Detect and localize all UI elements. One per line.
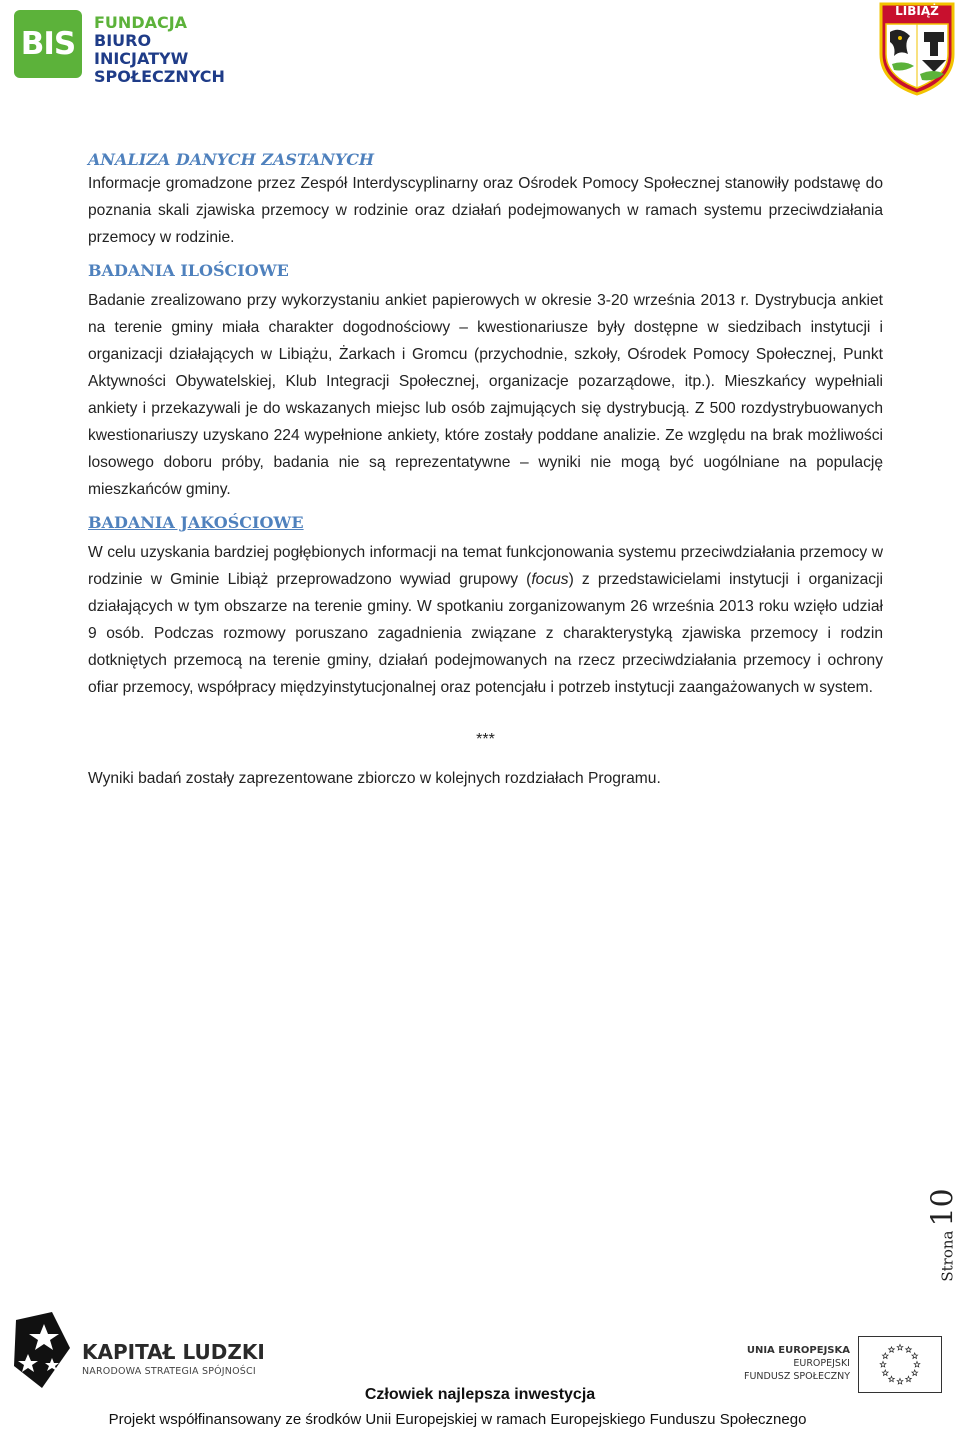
eu-star <box>914 1362 920 1367</box>
focus-term: focus <box>531 571 569 588</box>
kapital-ludzki-emblem-icon <box>12 1310 74 1390</box>
eu-star <box>880 1362 886 1367</box>
eu-label-line2: EUROPEJSKI <box>793 1358 850 1369</box>
libiaz-coat-of-arms-icon <box>878 2 956 96</box>
paragraph-desk-research: Informacje gromadzone przez Zespół Interdyscyplinarny oraz Ośrodek Pomocy Społecznej stanowiły podstawę do poznania skali zjawiska przemocy w rodzinie oraz działań podejmowanych w ramach systemu przeciwdziałania przemocy w rodzinie. <box>88 175 883 246</box>
kapital-ludzki-title: KAPITAŁ LUDZKI <box>82 1340 265 1364</box>
section-heading-quantitative: BADANIA ILOŚCIOWE <box>88 261 289 280</box>
closing-sentence: Wyniki badań zostały zaprezentowane zbiorczo w kolejnych rozdziałach Programu. <box>88 770 661 787</box>
bis-logo-mark: BIS <box>14 10 82 78</box>
eu-star <box>889 1376 895 1381</box>
page-number-label: Strona <box>938 1230 957 1282</box>
footer-cofinancing-note: Projekt współfinansowany ze środków Unii Europejskiej w ramach Europejskiego Funduszu Społecznego <box>108 1411 807 1428</box>
eu-star <box>906 1376 912 1381</box>
kapital-ludzki-logo <box>12 1310 272 1390</box>
bis-logo-line1: FUNDACJA <box>94 13 188 32</box>
eu-star <box>889 1347 895 1352</box>
document-body <box>88 150 883 792</box>
eu-star <box>897 1379 903 1384</box>
eu-star <box>912 1370 918 1375</box>
eu-star <box>882 1370 888 1375</box>
eu-label-line1: UNIA EUROPEJSKA <box>746 1345 850 1356</box>
bis-logo-text <box>94 14 246 86</box>
section-separator: *** <box>476 731 495 748</box>
page-number <box>918 1170 960 1300</box>
footer-slogan: Człowiek najlepsza inwestycja <box>364 1386 596 1403</box>
eu-efs-label <box>720 1344 850 1383</box>
qualitative-text-part2: ) z przedstawicielami instytucji i organizacji działających w tym obszarze na terenie gminy. W spotkaniu zorganizowanym 26 września 2013 roku wzięło udział 9 osób. Podczas rozmowy poruszano zagadnienia związane z charakterystyką zjawiska przemocy i rodzin dotkniętych przemocą na terenie gminy, działań podejmowanych na rzecz przeciwdziałania przemocy i ochrony ofiar przemocy, współpracy międzyinstytucjonalnej oraz potencjału i potrzeb instytucji zaangażowanych w system. <box>88 571 884 696</box>
kapital-ludzki-subtitle: NARODOWA STRATEGIA SPÓJNOŚCI <box>82 1366 256 1377</box>
bis-logo-line3: SPOŁECZNYCH <box>94 67 225 86</box>
eu-stars-icon <box>859 1337 941 1392</box>
section-heading-qualitative: BADANIA JAKOŚCIOWE <box>88 513 304 532</box>
eu-star <box>882 1353 888 1358</box>
bis-foundation-logo <box>14 8 246 86</box>
eu-flag-icon <box>858 1336 942 1393</box>
crest-label: LIBIĄŻ <box>895 4 939 18</box>
paragraph-quantitative: Badanie zrealizowano przy wykorzystaniu ankiet papierowych w okresie 3-20 września 2013 r. Dystrybucja ankiet na terenie gminy miała charakter dogodnościowy – kwestionariusze były dostępne w siedzibach instytucji i organizacji działających w Libiążu, Żarkach i Gromcu (przychodnie, szkoły, Ośrodek Pomocy Społecznej, Punkt Aktywności Obywatelskiej, Klub Integracji Społecznej, organizacje pozarządowe, itp.). Mieszkańcy wypełniali ankiety i przekazywali je do wskazanych miejsc lub osób zajmujących się dystrybucją. Z 500 rozdystrybuowanych kwestionariuszy uzyskano 224 wypełnione ankiety, które zostały poddane analizie. Ze względu na brak możliwości losowego doboru próby, badania nie są reprezentatywne – wyniki nie mogą być uogólniane na populację mieszkańców gminy. <box>88 292 883 498</box>
page-number-value: 10 <box>925 1188 960 1227</box>
qualitative-text-part1: W celu uzyskania bardziej pogłębionych informacji na temat funkcjonowania systemu przeciwdziałania przemocy w rodzinie w Gminie Libiąż przeprowadzono wywiad grupowy ( <box>88 544 883 588</box>
paragraph-qualitative <box>88 539 883 701</box>
bis-logo-line2: BIURO INICJATYW <box>94 31 189 68</box>
eu-star <box>897 1345 903 1350</box>
eu-star <box>912 1353 918 1358</box>
section-heading-desk-research: ANALIZA DANYCH ZASTANYCH <box>88 150 375 169</box>
eu-star <box>906 1347 912 1352</box>
eu-label-line3: FUNDUSZ SPOŁECZNY <box>744 1371 850 1382</box>
